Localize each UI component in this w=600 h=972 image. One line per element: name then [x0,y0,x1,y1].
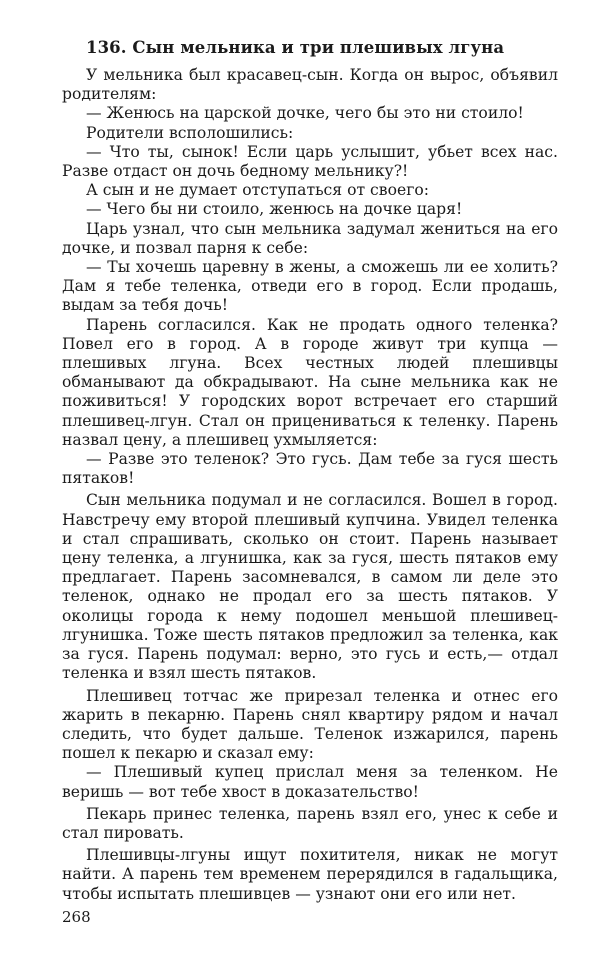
paragraph: Пекарь принес теленка, парень взял его, унес к себе и стал пировать. [62,804,558,842]
story-title: 136. Сын мельника и три плешивых лгуна [86,38,505,57]
paragraph: Родители всполошились: [86,123,294,142]
paragraph: Царь узнал, что сын мельника задумал жениться на его дочке, и позвал парня к себе: [62,219,558,257]
paragraph: Плешивец тотчас же прирезал теленка и отнес его жарить в пекарню. Парень снял квартиру рядом и начал следить, что будет дальше. Теленок изжарился, парень пошел к пекарю и сказал ему: [62,686,558,763]
paragraph: — Что ты, сынок! Если царь услышит, убьет всех нас. Разве отдаст он дочь бедному мельнику?! [62,142,558,181]
paragraph: У мельника был красавец-сын. Когда он вырос, объявил родителям: [62,66,558,104]
paragraph: Плешивцы-лгуны ищут похитителя, никак не могут найти. А парень тем временем перерядился в гадальщика, чтобы испытать плешивцев — узнают они его или нет. [62,846,558,903]
paragraph: — Плешивый купец прислал меня за теленком. Не веришь — вот тебе хвост в доказательство! [62,763,558,801]
paragraph: Сын мельника подумал и не согласился. Вошел в город. Навстречу ему второй плешивый купчина. Увидел теленка и стал спрашивать, сколько он стоит. Парень называет цену теленка, а лгунишка, как за гуся, шесть пятаков ему предлагает. Парень засомневался, в самом ли деле это теленок, однако не продал его за шесть пятаков. У околицы города к нему подошел меньшой плешивец-лгунишка. Тоже шесть пятаков предложил за теленка, как за гуся. Парень подумал: верно, это гусь и есть,— отдал теленка и взял шесть пятаков. [62,491,558,683]
story-body [62,66,558,904]
paragraph: — Ты хочешь царевну в жены, а сможешь ли ее холить? Дам я тебе теленка, отведи его в город. Если продашь, выдам за тебя дочь! [62,258,558,315]
paragraph: — Женюсь на царской дочке, чего бы это ни стоило! [86,104,524,123]
page-content [62,38,558,904]
paragraph: Парень согласился. Как не продать одного теленка? Повел его в город. А в городе живут три купца — плешивых лгуна. Всех честных людей плешивцы обманывают да обкрадывают. На сыне мельника как не поживиться! У городских ворот встречает его старший плешивец-лгун. Стал он прицениваться к теленку. Парень назвал цену, а плешивец ухмыляется: [62,315,558,449]
page-number: 268 [62,908,91,926]
paragraph: А сын и не думает отступаться от своего: [86,181,430,200]
paragraph: — Чего бы ни стоило, женюсь на дочке царя! [86,200,463,219]
paragraph: — Разве это теленок? Это гусь. Дам тебе за гуся шесть пятаков! [62,450,558,488]
